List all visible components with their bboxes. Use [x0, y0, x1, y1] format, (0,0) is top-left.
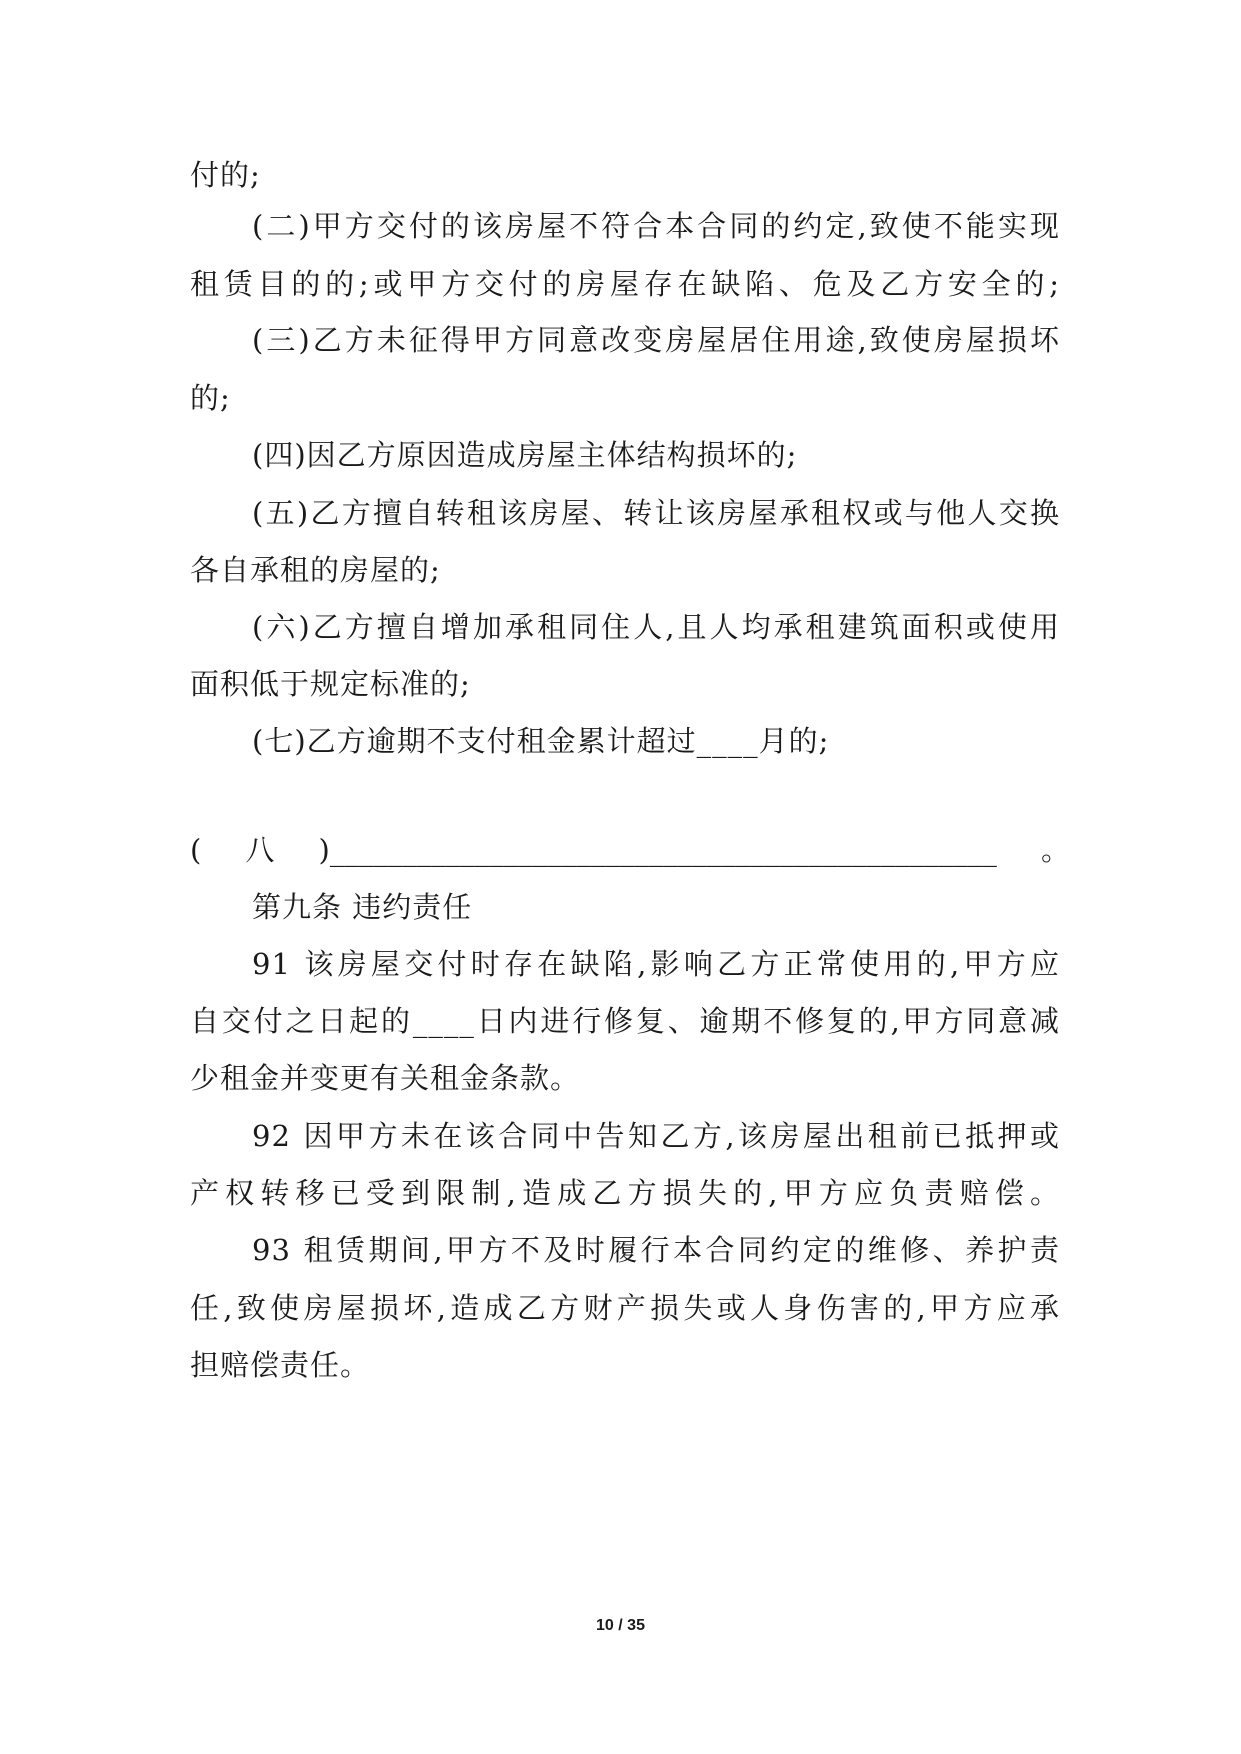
text-line-3: 租赁目的的;或甲方交付的房屋存在缺陷、危及乙方安全的;: [190, 267, 1060, 301]
text-line-2: (二)甲方交付的该房屋不符合本合同的约定,致使不能实现: [252, 209, 1060, 243]
text-line-19: 93 租赁期间,甲方不及时履行本合同约定的维修、养护责: [252, 1233, 1060, 1267]
text-line-7: (五)乙方擅自转租该房屋、转让该房屋承租权或与他人交换: [252, 496, 1060, 530]
text-line-1: 付的;: [190, 158, 261, 192]
text-line-11: (七)乙方逾期不支付租金累计超过____月的;: [252, 724, 830, 758]
text-line-5: 的;: [190, 381, 231, 415]
text-line-20: 任,致使房屋损坏,造成乙方财产损失或人身伤害的,甲方应承: [190, 1291, 1060, 1325]
text-line-6: (四)因乙方原因造成房屋主体结构损坏的;: [252, 438, 798, 472]
text-line-16: 少租金并变更有关租金条款。: [190, 1061, 581, 1095]
page-number: 10 / 35: [596, 1617, 645, 1634]
text-line-12: (八)______________________________________________。: [190, 833, 1070, 867]
text-line-9: (六)乙方擅自增加承租同住人,且人均承租建筑面积或使用: [252, 610, 1060, 644]
text-line-17: 92 因甲方未在该合同中告知乙方,该房屋出租前已抵押或: [252, 1119, 1060, 1153]
text-line-10: 面积低于规定标准的;: [190, 667, 471, 701]
text-line-15: 自交付之日起的____日内进行修复、逾期不修复的,甲方同意减: [190, 1004, 1060, 1038]
text-line-18: 产权转移已受到限制,造成乙方损失的,甲方应负责赔偿。: [190, 1176, 1060, 1210]
section-heading: 第九条 违约责任: [252, 890, 473, 924]
text-line-4: (三)乙方未征得甲方同意改变房屋居住用途,致使房屋损坏: [252, 323, 1060, 357]
text-line-8: 各自承租的房屋的;: [190, 553, 441, 587]
text-line-14: 91 该房屋交付时存在缺陷,影响乙方正常使用的,甲方应: [252, 947, 1060, 981]
text-line-21: 担赔偿责任。: [190, 1348, 371, 1382]
